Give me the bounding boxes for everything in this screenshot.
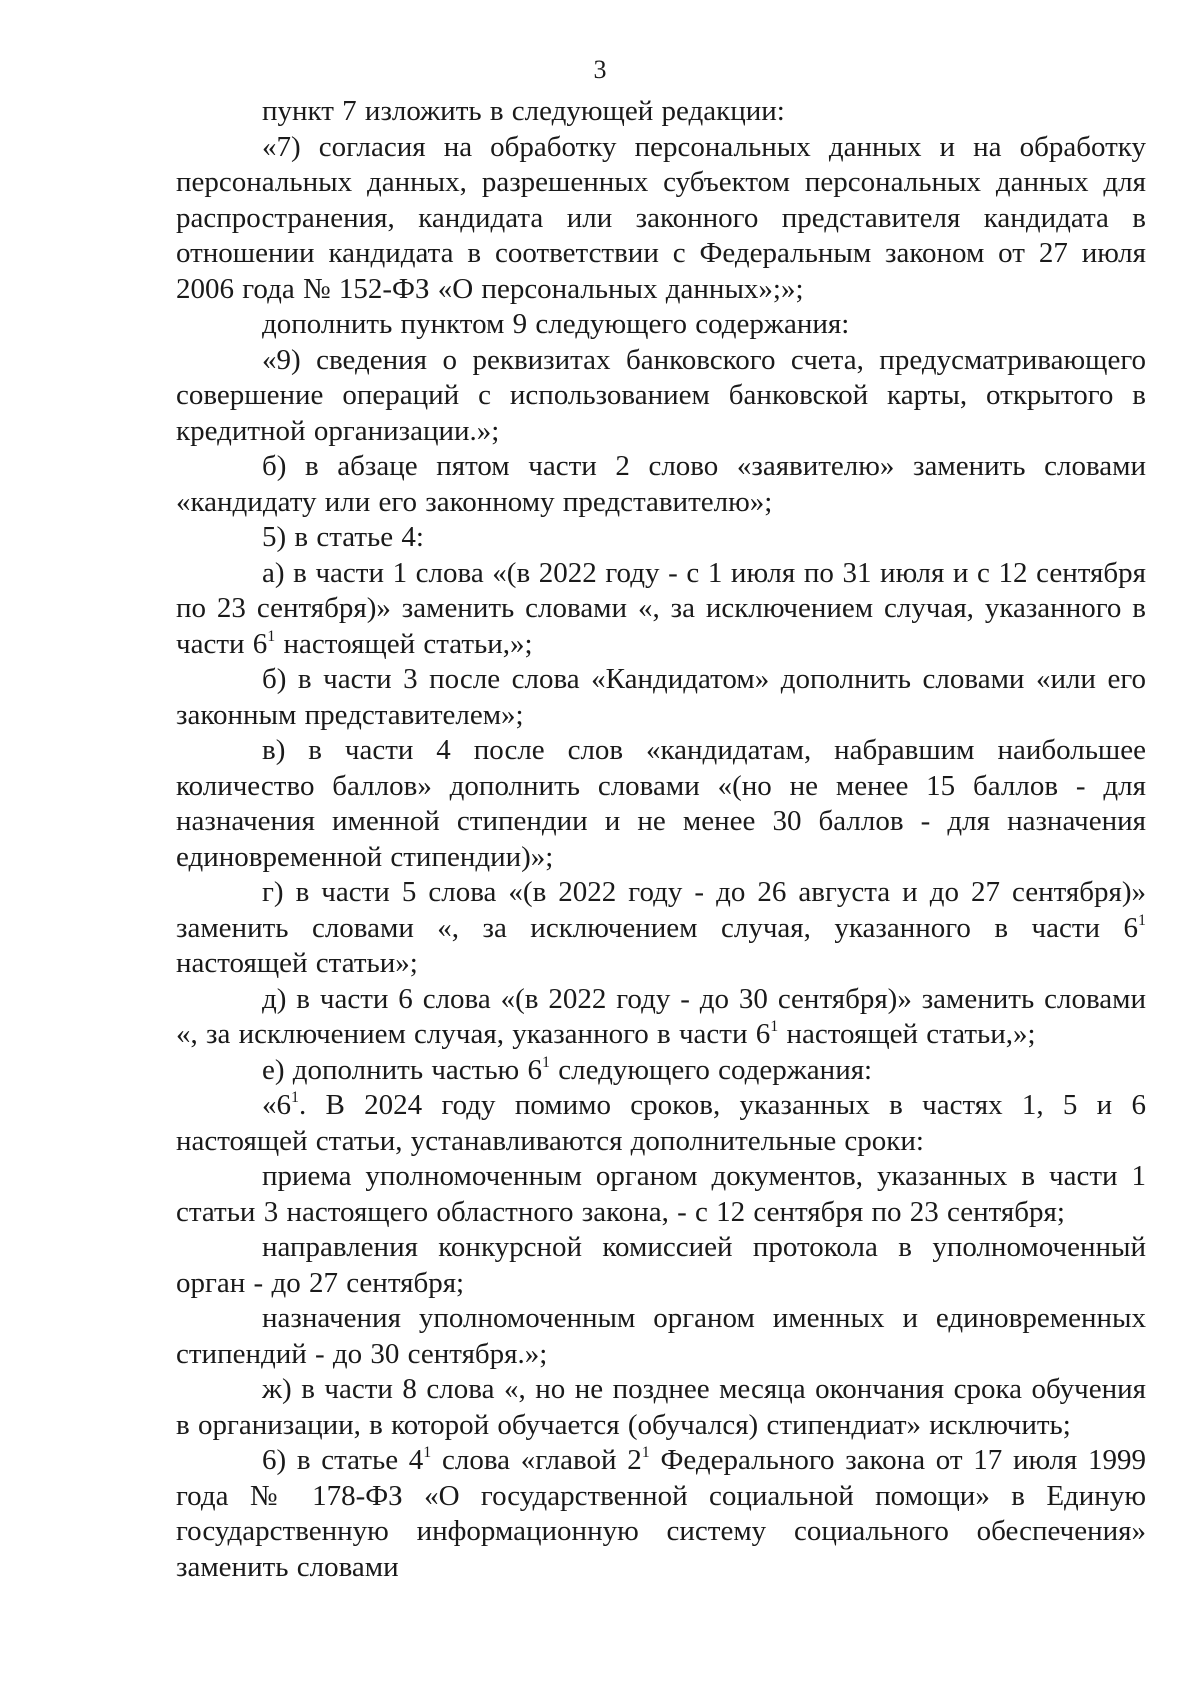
paragraph: «9) сведения о реквизитах банковского счета, предусматривающего совершение операций с использованием банковской карты, открытого в кредитной организации.»; <box>176 343 1146 447</box>
paragraph: 5) в статье 4: <box>262 521 424 553</box>
page-number: 3 <box>593 55 607 84</box>
paragraph: г) в части 5 слова «(в 2022 году - до 26 августа и до 27 сентября)» заменить словами «, за исключением случая, указанного в части $6^1$ настоящей статьи»; <box>176 876 1146 979</box>
superscript-index: 1 <box>291 1089 299 1106</box>
superscript-index: 1 <box>641 1444 650 1461</box>
superscript-index: 1 <box>541 1053 550 1071</box>
paragraph: пункт 7 изложить в следующей редакции: <box>262 95 785 127</box>
superscript-index: 1 <box>267 627 276 645</box>
paragraph: 6) в статье $4^1$ слова «главой $2^1$ Федерального закона от 17 июля 1999 года № 178-ФЗ «О государственной социальной помощи» в Единую государственную информационную систему социального обеспечения» заменить словами <box>176 1444 1146 1583</box>
superscript-index: 1 <box>423 1444 432 1461</box>
paragraph: б) в части 3 после слова «Кандидатом» дополнить словами «или его законным представителем»; <box>176 663 1146 731</box>
paragraph: в) в части 4 после слов «кандидатам, набравшим наибольшее количество баллов» дополнить словами «(но не менее 15 баллов - для назначения именной стипендии и не менее 30 баллов - для назначения единовременной стипендии)»; <box>176 734 1146 873</box>
paragraph: дополнить пунктом 9 следующего содержания: <box>262 308 850 340</box>
paragraph: е) дополнить частью $6^1$ следующего содержания: <box>262 1053 873 1086</box>
paragraph: «7) согласия на обработку персональных данных и на обработку персональных данных, разрешенных субъектом персональных данных для распространения, кандидата или законного представителя кандидата в отношении кандидата в соответствии с Федеральным законом от 27 июля 2006 года № 152-ФЗ «О персональных данных»;»; <box>176 130 1146 305</box>
superscript-index: 1 <box>1138 911 1146 929</box>
paragraph: д) в части 6 слова «(в 2022 году - до 30 сентября)» заменить словами «, за исключением случая, указанного в части $6^1$ настоящей статьи,»; <box>176 982 1146 1050</box>
paragraph: ж) в части 8 слова «, но не позднее месяца окончания срока обучения в организации, в которой обучается (обучался) стипендиат» исключить; <box>176 1373 1146 1441</box>
paragraph: «$6^1$. В 2024 году помимо сроков, указанных в частях 1, 5 и 6 настоящей статьи, устанавливаются дополнительные сроки: <box>176 1089 1146 1157</box>
paragraph: б) в абзаце пятом части 2 слово «заявителю» заменить словами «кандидату или его законному представителю»; <box>176 450 1146 518</box>
document-body <box>176 94 1146 1585</box>
paragraph: приема уполномоченным органом документов, указанных в части 1 статьи 3 настоящего областного закона, - с 12 сентября по 23 сентября; <box>176 1160 1146 1228</box>
paragraph: направления конкурсной комиссией протокола в уполномоченный орган - до 27 сентября; <box>176 1231 1146 1299</box>
paragraph: а) в части 1 слова «(в 2022 году - с 1 июля по 31 июля и с 12 сентября по 23 сентября)» заменить словами «, за исключением случая, указанного в части $6^1$ настоящей статьи,»; <box>176 556 1146 660</box>
paragraph: назначения уполномоченным органом именных и единовременных стипендий - до 30 сентября.»; <box>176 1302 1146 1370</box>
superscript-index: 1 <box>770 1018 779 1035</box>
